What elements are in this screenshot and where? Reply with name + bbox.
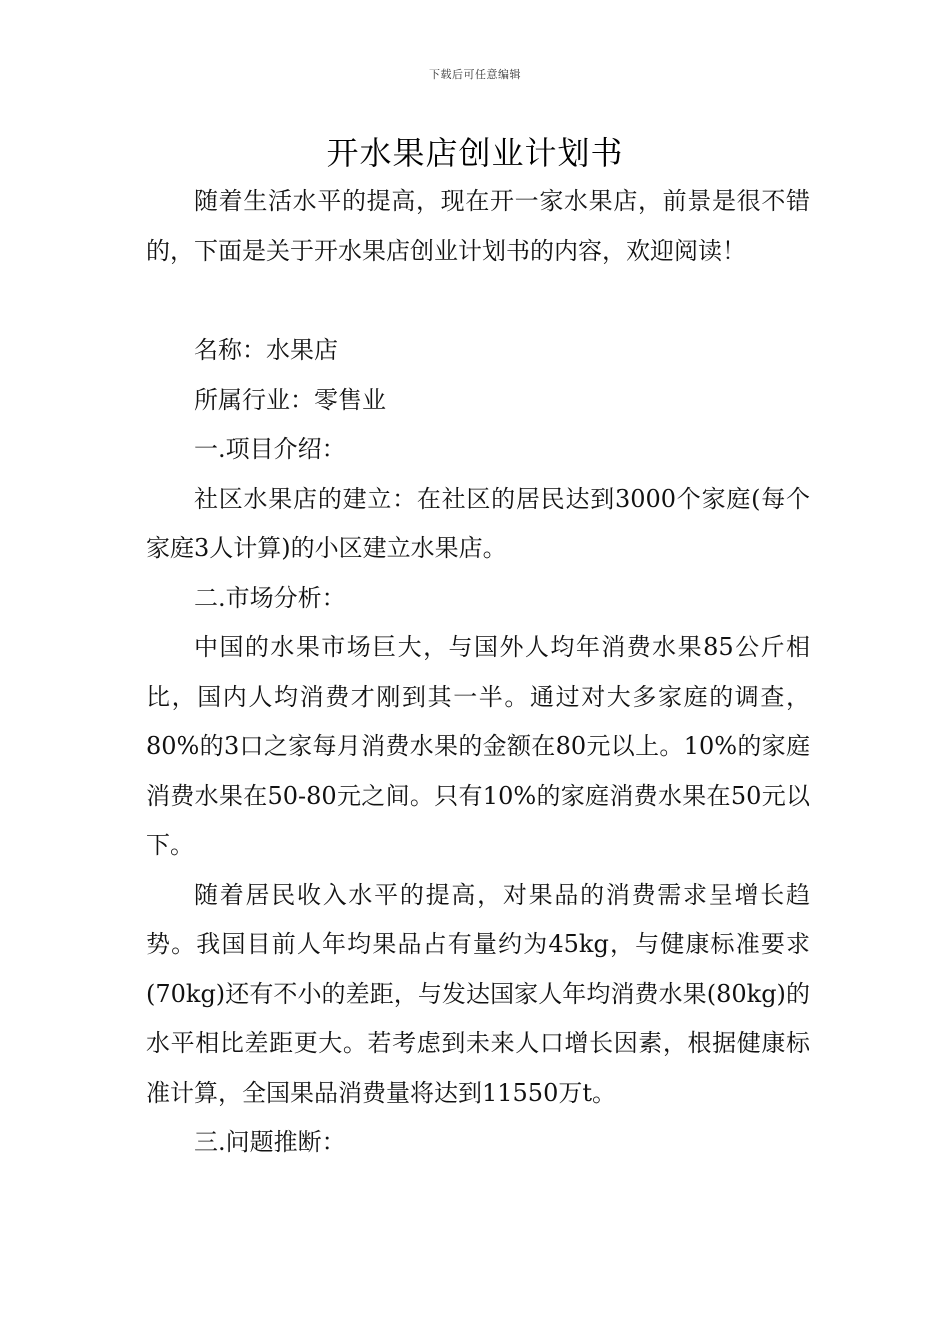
industry-line: 所属行业：零售业: [194, 385, 386, 414]
header-note: 下载后可任意编辑: [429, 68, 521, 81]
section3-heading: 三.问题推断：: [194, 1128, 346, 1156]
section1-paragraph: 社区水果店的建立：在社区的居民达到3000个家庭(每个家庭3人计算)的小区建立水果店。: [146, 484, 810, 562]
section2-paragraph-1: 中国的水果市场巨大，与国外人均年消费水果85公斤相比，国内人均消费才刚到其一半。通过对大多家庭的调查，80%的3口之家每月消费水果的金额在80元以上。10%的家庭消费水果在50-80元之间。只有10%的家庭消费水果在50元以下。: [146, 633, 810, 859]
intro-paragraph: 随着生活水平的提高，现在开一家水果店，前景是很不错的，下面是关于开水果店创业计划书的内容，欢迎阅读！: [146, 187, 810, 265]
section1-heading: 一.项目介绍：: [194, 435, 346, 463]
name-line: 名称：水果店: [194, 336, 338, 364]
section2-paragraph-2: 随着居民收入水平的提高，对果品的消费需求呈增长趋势。我国目前人年均果品占有量约为45kg，与健康标准要求(70kg)还有不小的差距，与发达国家人年均消费水果(80kg)的水平相比差距更大。若考虑到未来人口增长因素，根据健康标准计算，全国果品消费量将达到11550万t。: [146, 880, 810, 1107]
section2-heading: 二.市场分析：: [194, 583, 346, 612]
document-title: 开水果店创业计划书: [326, 134, 624, 172]
document-body: [146, 177, 810, 1168]
